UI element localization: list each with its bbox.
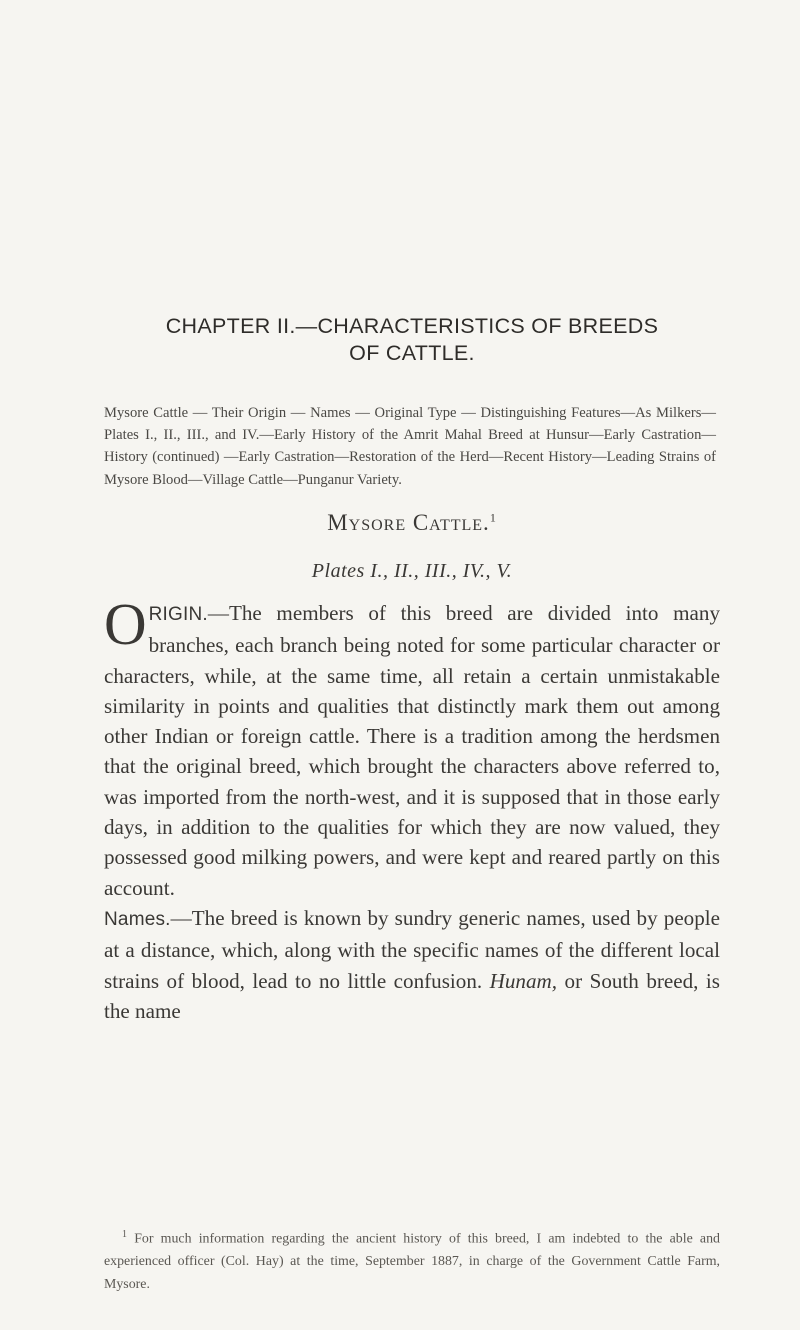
chapter-title-line-1: CHAPTER II.—CHARACTERISTICS OF BREEDS bbox=[165, 314, 659, 338]
chapter-title bbox=[104, 313, 720, 367]
run-head-names: Names. bbox=[104, 908, 171, 930]
chapter-title-line-2: OF CATTLE. bbox=[349, 341, 475, 365]
chapter-summary: Mysore Cattle — Their Origin — Names — Original Type — Distinguishing Features—As Milkers—Plates I., II., III., and IV.—Early History of the Amrit Mahal Breed at Hunsur—Early Castration—History (continued) —Early Castration—Restoration of the Herd—Recent History—Leading Strains of Mysore Blood—Village Cattle—Punganur Variety. bbox=[104, 405, 716, 488]
plates-reference: Plates I., II., III., IV., V. bbox=[311, 560, 513, 582]
footnote-reference: 1 bbox=[489, 510, 497, 525]
origin-text: —The members of this breed are divided into many branches, each branch being noted for some particular character or characters, while, at the same time, all retain a certain unmistakable similarity in points and qualities that distinctly mark them out among other Indian or foreign cattle. There is a tradition among the herdsmen that the original breed, which brought the characters above referred to, was imported from the north-west, and it is supposed that in those early days, in addition to the qualities for which they are now valued, they possessed good milking powers, and were kept and reared partly on this account. bbox=[104, 601, 720, 900]
run-head-origin: RIGIN. bbox=[148, 604, 208, 625]
footnote bbox=[104, 1224, 720, 1296]
footnote-mark: 1 bbox=[122, 1229, 127, 1240]
names-text: —The breed is known by sundry generic names, used by people at a distance, which, along with the specific names of the different local strains of blood, lead to no little confusion. bbox=[104, 905, 720, 993]
paragraph-origin bbox=[104, 591, 720, 903]
names-italic-term: Hunam, bbox=[489, 968, 558, 993]
drop-cap: O bbox=[104, 591, 147, 657]
paragraph-names bbox=[104, 903, 720, 1026]
names-text-continued: or South breed, is the name bbox=[104, 968, 721, 1023]
body-text bbox=[104, 591, 721, 1026]
section-heading bbox=[104, 510, 720, 536]
footnote-text: For much information regarding the ancient history of this breed, I am indebted to the able and experienced officer (Col. Hay) at the time, September 1887, in charge of the Government Cattle Farm, Mysore. bbox=[104, 1231, 720, 1292]
section-heading-text: Mysore Cattle. bbox=[327, 510, 490, 535]
